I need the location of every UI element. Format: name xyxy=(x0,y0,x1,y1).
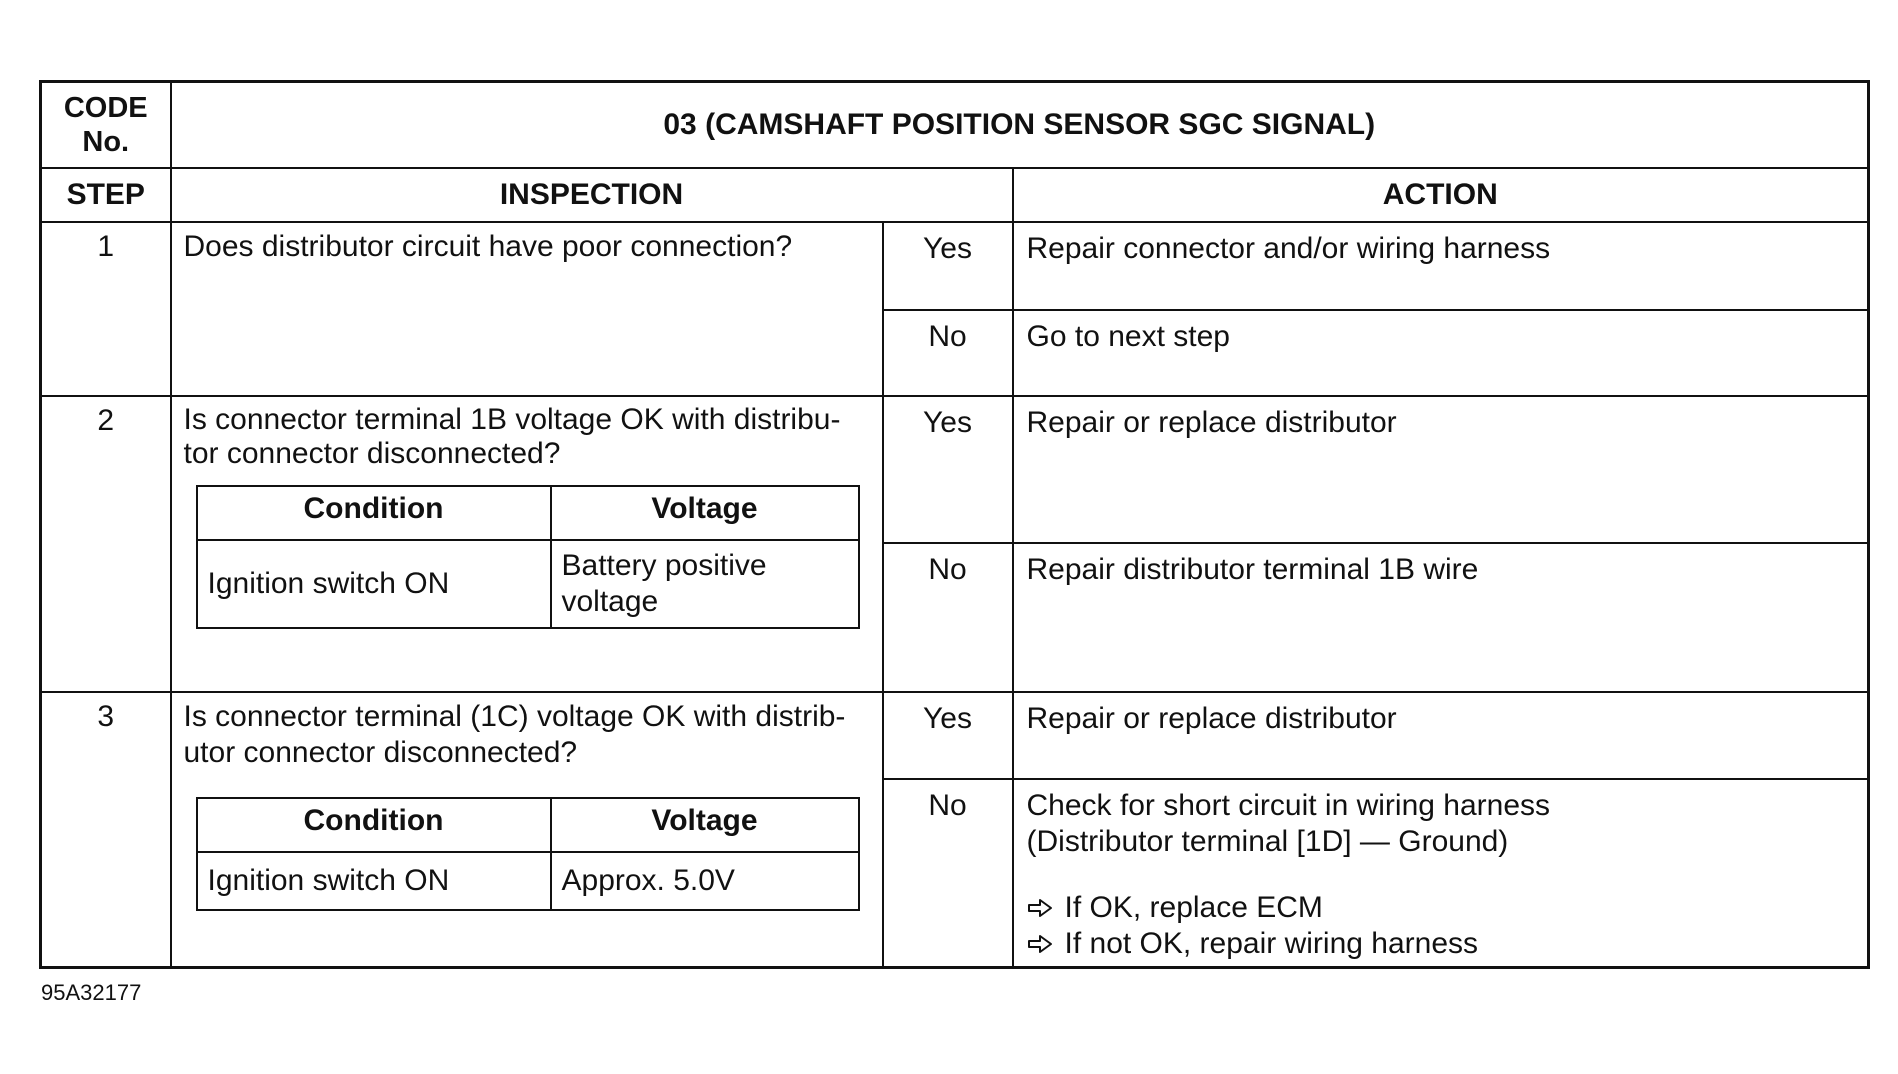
no-action-line-1: Check for short circuit in wiring harness xyxy=(1026,789,1551,822)
step-question: Is connector terminal 1B voltage OK with distribu- tor connector disconnected? xyxy=(183,403,841,470)
outline-right-arrow-icon xyxy=(1027,898,1053,918)
voltage-header: Voltage xyxy=(551,798,859,852)
yes-label: Yes xyxy=(883,222,1013,310)
step-number: 1 xyxy=(41,222,171,396)
condition-table xyxy=(196,485,860,629)
step-question-cell xyxy=(171,692,883,967)
diagnostic-table xyxy=(39,80,1870,969)
condition-table xyxy=(196,797,860,911)
code-title: 03 (CAMSHAFT POSITION SENSOR SGC SIGNAL) xyxy=(171,82,1869,169)
step-header: STEP xyxy=(41,168,171,222)
step-question: Does distributor circuit have poor connection? xyxy=(171,222,883,396)
condition-value: Ignition switch ON xyxy=(197,540,551,628)
no-action xyxy=(1013,779,1869,967)
voltage-header: Voltage xyxy=(551,486,859,540)
step-2-yes-row xyxy=(41,396,1869,543)
yes-action: Repair or replace distributor xyxy=(1013,692,1869,779)
no-label: No xyxy=(883,310,1013,396)
bullet-not-ok xyxy=(1027,926,1855,962)
yes-action: Repair connector and/or wiring harness xyxy=(1013,222,1869,310)
step-1-yes-row xyxy=(41,222,1869,310)
bullet-ok-text: If OK, replace ECM xyxy=(1064,891,1323,924)
condition-value: Ignition switch ON xyxy=(197,852,551,910)
code-row xyxy=(41,82,1869,169)
column-header-row xyxy=(41,168,1869,222)
no-action: Repair distributor terminal 1B wire xyxy=(1013,543,1869,692)
step-question: Is connector terminal (1C) voltage OK with distrib- utor connector disconnected? xyxy=(183,700,846,769)
step-question-cell xyxy=(171,396,883,692)
inspection-header: INSPECTION xyxy=(171,168,1013,222)
yes-action: Repair or replace distributor xyxy=(1013,396,1869,543)
condition-header: Condition xyxy=(197,798,551,852)
no-label: No xyxy=(883,543,1013,692)
step-number: 2 xyxy=(41,396,171,692)
yes-label: Yes xyxy=(883,396,1013,543)
step-number: 3 xyxy=(41,692,171,967)
bullet-ok xyxy=(1027,890,1855,926)
voltage-value: Battery positive voltage xyxy=(551,540,859,628)
no-action-line-2: (Distributor terminal [1D] — Ground) xyxy=(1026,825,1509,858)
no-label: No xyxy=(883,779,1013,967)
step-3-yes-row xyxy=(41,692,1869,779)
action-header: ACTION xyxy=(1013,168,1869,222)
voltage-value: Approx. 5.0V xyxy=(551,852,859,910)
diagnostic-table-container xyxy=(39,80,1867,969)
bullet-not-ok-text: If not OK, repair wiring harness xyxy=(1064,927,1479,960)
figure-code: 95A32177 xyxy=(41,980,142,1005)
code-label: CODE No. xyxy=(41,82,171,169)
outline-right-arrow-icon xyxy=(1027,934,1053,954)
no-action: Go to next step xyxy=(1013,310,1869,396)
yes-label: Yes xyxy=(883,692,1013,779)
condition-header: Condition xyxy=(197,486,551,540)
